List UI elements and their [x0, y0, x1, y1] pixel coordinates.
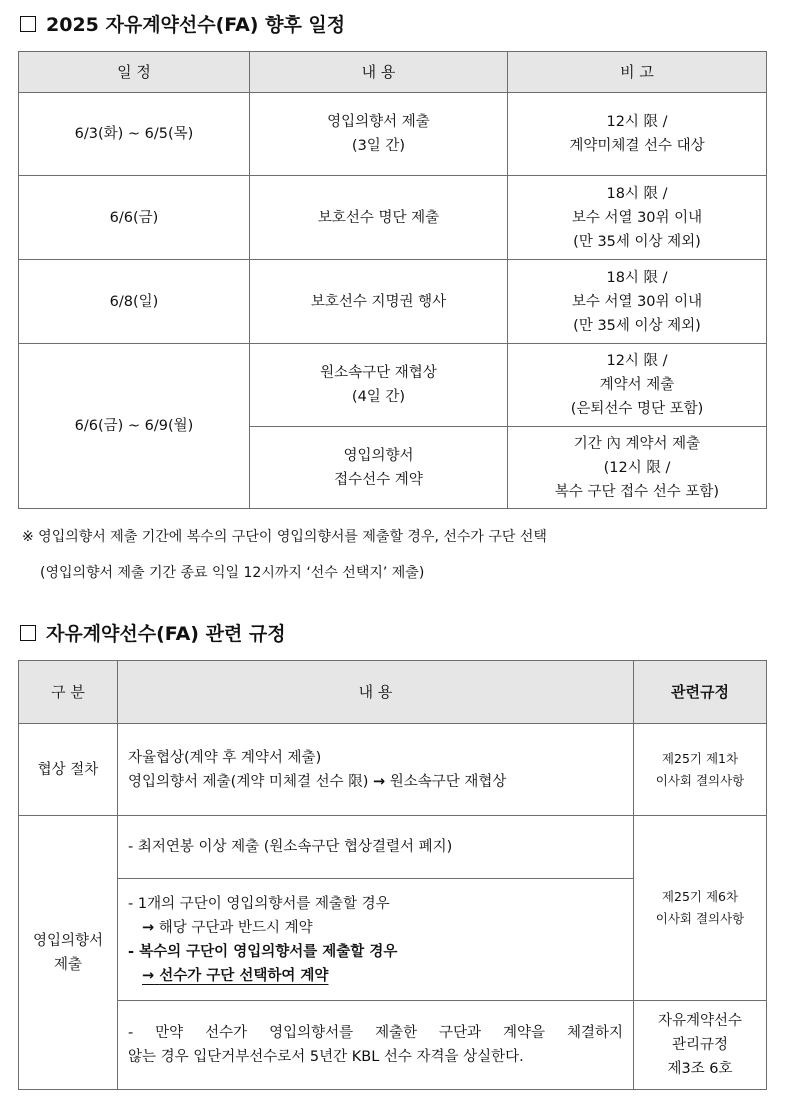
schedule-date: 6/3(화) ~ 6/5(목) [19, 93, 250, 176]
schedule-content: 영입의향서 제출 (3일 간) [250, 93, 508, 176]
header-content: 내 용 [250, 52, 508, 93]
schedule-remarks: 12시 限 / 계약서 제출 (은퇴선수 명단 포함) [508, 344, 767, 427]
schedule-table [18, 51, 767, 509]
schedule-remarks: 18시 限 / 보수 서열 30위 이내 (만 35세 이상 제외) [508, 260, 767, 344]
negotiation-line1: 자율협상(계약 후 계약서 제출) [128, 749, 322, 766]
header-regulation: 관련규정 [634, 661, 767, 724]
schedule-content: 원소속구단 재협상 (4일 간) [250, 344, 508, 427]
regulation-row [19, 724, 767, 816]
category-negotiation: 협상 절차 [19, 724, 118, 816]
schedule-content: 영입의향서 접수선수 계약 [250, 427, 508, 509]
offer-item3: - 만약 선수가 영입의향서를 제출한 구단과 계약을 체결하지 않는 경우 입단거부선수로서 5년간 KBL 선수 자격을 상실한다. [118, 1001, 634, 1090]
negotiation-line2: 영입의향서 제출(계약 미체결 선수 限) → 원소속구단 재협상 [128, 773, 507, 790]
regulation-row [19, 816, 767, 879]
regulation-negotiation: 제25기 제1차 이사회 결의사항 [634, 724, 767, 816]
category-offer: 영입의향서 제출 [19, 816, 118, 1090]
section2-title [20, 619, 286, 646]
schedule-date: 6/8(일) [19, 260, 250, 344]
checkbox-square-icon [20, 16, 36, 32]
header-remarks: 비 고 [508, 52, 767, 93]
schedule-row [19, 344, 767, 427]
regulation-offer-b: 자유계약선수 관리규정 제3조 6호 [634, 1001, 767, 1090]
offer-item1: - 최저연봉 이상 제출 (원소속구단 협상결렬서 폐지) [118, 816, 634, 879]
regulation-header-row [19, 661, 767, 724]
checkbox-square-icon [20, 625, 36, 641]
regulation-row [19, 1001, 767, 1090]
section1-title-text: 2025 자유계약선수(FA) 향후 일정 [46, 14, 346, 36]
regulation-offer-a: 제25기 제6차 이사회 결의사항 [634, 816, 767, 1001]
negotiation-content [118, 724, 634, 816]
schedule-row [19, 93, 767, 176]
header-content: 내 용 [118, 661, 634, 724]
schedule-row [19, 176, 767, 260]
schedule-header-row [19, 52, 767, 93]
schedule-date: 6/6(금) ~ 6/9(월) [19, 344, 250, 509]
schedule-remarks: 18시 限 / 보수 서열 30위 이내 (만 35세 이상 제외) [508, 176, 767, 260]
section1-title [20, 10, 345, 37]
section2-title-text: 자유계약선수(FA) 관련 규정 [46, 623, 286, 645]
schedule-content: 보호선수 지명권 행사 [250, 260, 508, 344]
schedule-remarks: 12시 限 / 계약미체결 선수 대상 [508, 93, 767, 176]
note-line1: ※ 영입의향서 제출 기간에 복수의 구단이 영입의향서를 제출할 경우, 선수가 구단 선택 [22, 529, 547, 545]
schedule-remarks: 기간 內 계약서 제출 (12시 限 / 복수 구단 접수 선수 포함) [508, 427, 767, 509]
note-line2: (영입의향서 제출 기간 종료 익일 12시까지 ‘선수 선택지’ 제출) [40, 565, 425, 581]
schedule-row [19, 260, 767, 344]
header-date: 일 정 [19, 52, 250, 93]
arrow-right-icon: → [142, 919, 155, 936]
schedule-date: 6/6(금) [19, 176, 250, 260]
arrow-right-icon: → [142, 967, 155, 984]
regulation-table [18, 660, 767, 1090]
arrow-right-icon: → [372, 773, 386, 790]
offer-item2: - 1개의 구단이 영입의향서를 제출할 경우 → 해당 구단과 반드시 계약 - 복수의 구단이 영입의향서를 제출할 경우 → 선수가 구단 선택하여 계약 [118, 879, 634, 1001]
header-category: 구 분 [19, 661, 118, 724]
schedule-content: 보호선수 명단 제출 [250, 176, 508, 260]
